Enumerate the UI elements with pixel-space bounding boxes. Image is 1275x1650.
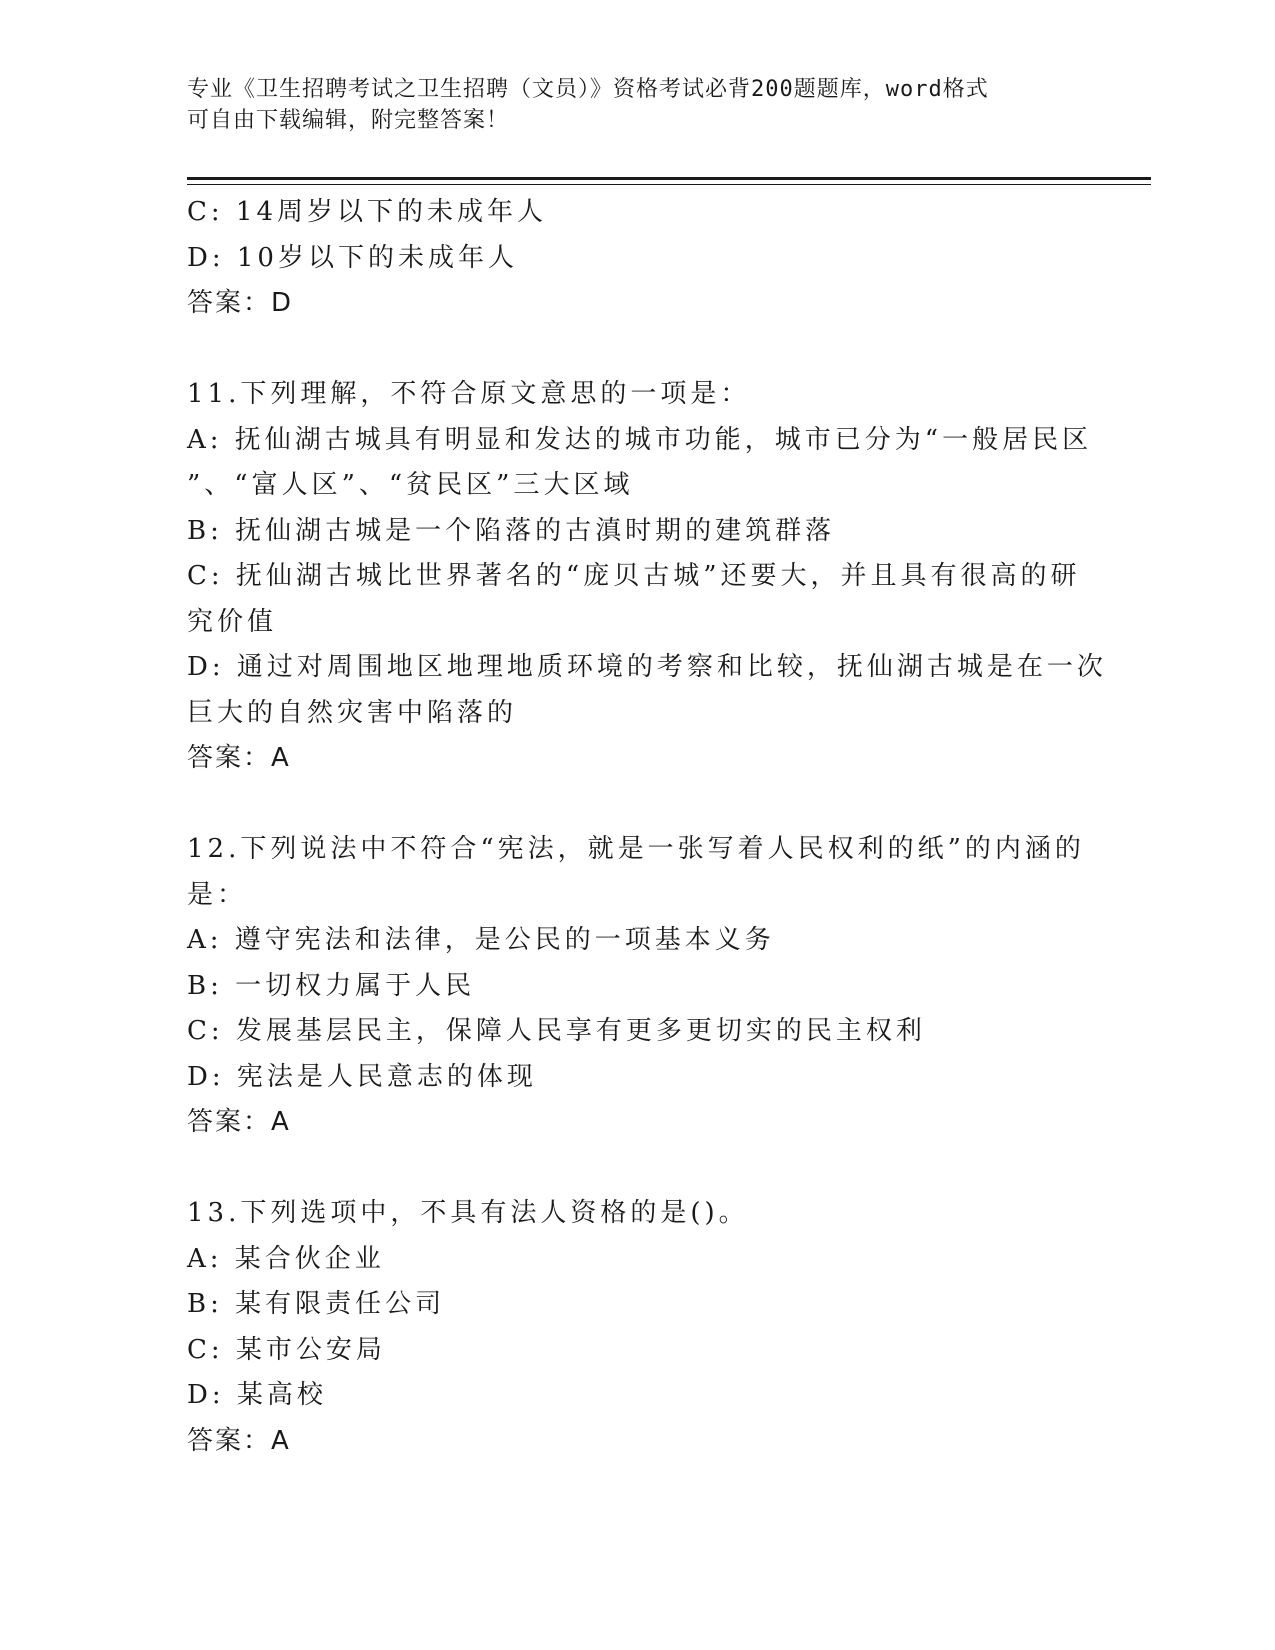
- option-b: B: 某有限责任公司: [187, 1289, 446, 1319]
- answer-line: 答案：A: [187, 1107, 291, 1137]
- option-c: C: 某市公安局: [187, 1334, 386, 1365]
- previous-question-tail: [187, 190, 1067, 327]
- answer-line: 答案：A: [187, 743, 291, 773]
- option-c: C: 发展基层民主，保障人民享有更多更切实的民主权利: [187, 1016, 926, 1046]
- question-list: [187, 190, 1107, 1464]
- option-d-line-2: 巨大的自然灾害中陷落的: [187, 697, 518, 728]
- answer-line: 答案：A: [187, 1425, 291, 1456]
- question-13: [187, 1191, 1067, 1464]
- option-d: D: 某高校: [187, 1380, 327, 1410]
- option-d: D: 10岁以下的未成年人: [187, 242, 518, 273]
- question-stem: 11.下列理解，不符合原文意思的一项是：: [187, 379, 751, 409]
- option-c-line-2: 究价值: [187, 606, 278, 637]
- question-spacer: [187, 782, 1067, 828]
- option-a-line-2: ”、“富人区”、“贫民区”三大区域: [187, 470, 634, 500]
- option-a-line-1: A: 抚仙湖古城具有明显和发达的城市功能，城市已分为“一般居民区: [187, 424, 1093, 455]
- question-spacer: [187, 327, 1067, 373]
- option-b: B: 抚仙湖古城是一个陷落的古滇时期的建筑群落: [187, 515, 836, 546]
- option-d-line-1: D: 通过对周围地区地理地质环境的考察和比较，抚仙湖古城是在一次: [187, 652, 1107, 682]
- option-a: A: 遵守宪法和法律，是公民的一项基本义务: [187, 925, 775, 955]
- header-divider-thin: [187, 184, 1151, 185]
- option-c: C: 14周岁以下的未成年人: [187, 197, 548, 227]
- option-c-line-1: C: 抚仙湖古城比世界著名的“庞贝古城”还要大，并且具有很高的研: [187, 561, 1081, 591]
- question-stem-line-2: 是：: [187, 879, 248, 910]
- option-a: A: 某合伙企业: [187, 1243, 385, 1274]
- option-b: B: 一切权力属于人民: [187, 970, 476, 1001]
- option-d: D: 宪法是人民意志的体现: [187, 1061, 537, 1092]
- question-spacer: [187, 1146, 1067, 1192]
- header-title-line-2: 可自由下载编辑，附完整答案！: [187, 108, 510, 133]
- question-stem: 13.下列选项中，不具有法人资格的是()。: [187, 1198, 749, 1228]
- question-stem-line-1: 12.下列说法中不符合“宪法，就是一张写着人民权利的纸”的内涵的: [187, 834, 1085, 864]
- question-12: [187, 827, 1085, 1146]
- question-11: [187, 372, 1107, 782]
- document-header: [187, 74, 1067, 136]
- answer-line: 答案：D: [187, 288, 294, 318]
- header-title-line-1: 专业《卫生招聘考试之卫生招聘（文员）》资格考试必背200题题库，word格式: [187, 77, 989, 102]
- header-divider-thick: [187, 177, 1151, 180]
